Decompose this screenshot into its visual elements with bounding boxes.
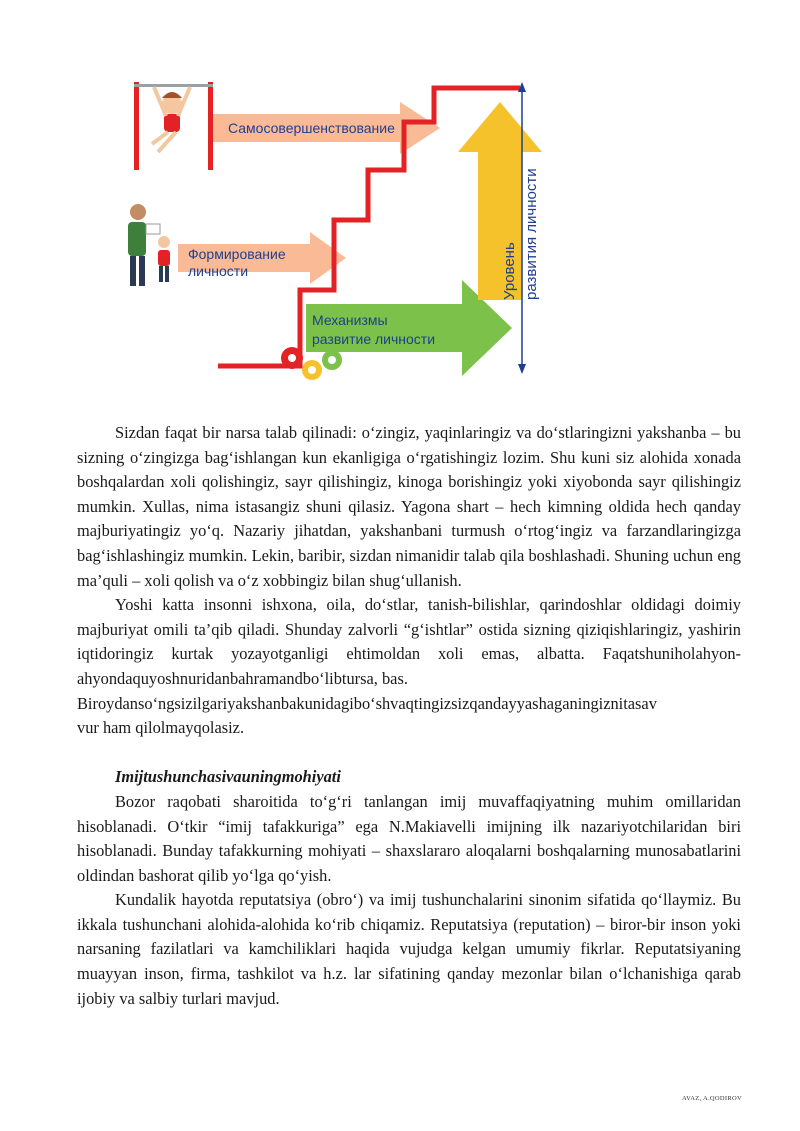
paragraph-2: Yoshi katta insonni ishxona, oila, do‘stlar, tanish-bilishlar, qarindoshlar oldidagi doimiy majburiyat omili ta’qib qiladi. Shunday zalvorli “g‘ishtlar” ostida sizning qiziqishlaringiz, yashirin iqtidoringiz kurtak yozayotganligi ehtimoldan xoli emas, albatta. Faqatshuniholahyon-ahyondaquyoshnuridanbahramandbo‘libtursa, bas. <box>77 595 741 688</box>
paragraph-1: Sizdan faqat bir narsa talab qilinadi: o‘zingiz, yaqinlaringiz va do‘stlaringizni yakshanba – bu sizning o‘zingizga bag‘ishlangan kun ekanligiga o‘rgatishingiz lozim. Shu kuni siz alohida xonada boshqalardan xoli qolishingiz, sayr qilishingiz, kinoga borishingiz yoki xiyobonda sayr qilishingiz mumkin. Xullas, nima istasangiz shuni qilasiz. Yagona shart – hech kimning oldida hech qanday majburiyatingiz yo‘q. Nazariy jihatdan, yakshanbani turmush o‘rtog‘ingiz va farzandlaringizga bag‘ishlashingiz mumkin. Lekin, baribir, sizdan nimanidir talab qila boshlashadi. Shuning uchun eng ma’quli – xoli qolish va o‘z xobbingiz bilan shug‘ullanish. <box>77 423 741 590</box>
label-vertical-1: Уровень <box>501 242 518 300</box>
paragraph-2-runon: Biroydanso‘ngsizilgariyakshanbakunidagibo‘shvaqtingizsizqandayyashaganingiznitasav <box>77 693 657 713</box>
page-footer: AVAZ, A.QODIROV <box>681 1095 742 1102</box>
document-body <box>77 421 741 1011</box>
label-vertical-2: развития личности <box>523 168 540 300</box>
section-heading: Imijtushunchasivauningmohiyati <box>115 767 341 787</box>
gymnast-illustration <box>152 87 190 152</box>
label-top: Самосовершенствование <box>228 120 395 136</box>
label-bottom-2: развитие личности <box>312 331 436 347</box>
paragraph-2-end: vur ham qilolmayqolasiz. <box>77 718 245 738</box>
label-mid-2: личности <box>188 263 249 279</box>
label-bottom-1: Механизмы <box>312 312 388 328</box>
personality-development-figure <box>100 72 580 390</box>
teacher-child-illustration <box>128 204 170 286</box>
label-mid-1: Формирование <box>188 246 286 262</box>
paragraph-3: Bozor raqobati sharoitida to‘g‘ri tanlangan imij muvaffaqiyatning muhim omillaridan hisoblanadi. O‘tkir “imij tafakkuriga” ega N.Makiavelli imijning ilk nazariyotchilaridan biri hisoblanadi. Bunday tafakkurning mohiyati – shaxslararo aloqalarni boshqalarning munosabatlarini oldindan bashorat qilib yo‘lga qo‘yish. <box>77 791 741 885</box>
paragraph-4: Kundalik hayotda reputatsiya (obro‘) va imij tushunchalarini sinonim sifatida qo‘llaymiz. Bu ikkala tushunchani alohida-alohida ko‘rib chiqamiz. Reputatsiya (reputation) – biror-bir inson yoki narsaning fazilatlari va kamchiliklari haqida vujudga kelgan umumiy fikrlar. Reputatsiyaning muayyan inson, firma, tashkilot va h.z. lar sifatining qanday mezonlar bilan o‘lchanishiga qarab ijobiy va salbiy turlari mavjud. <box>77 890 741 1008</box>
